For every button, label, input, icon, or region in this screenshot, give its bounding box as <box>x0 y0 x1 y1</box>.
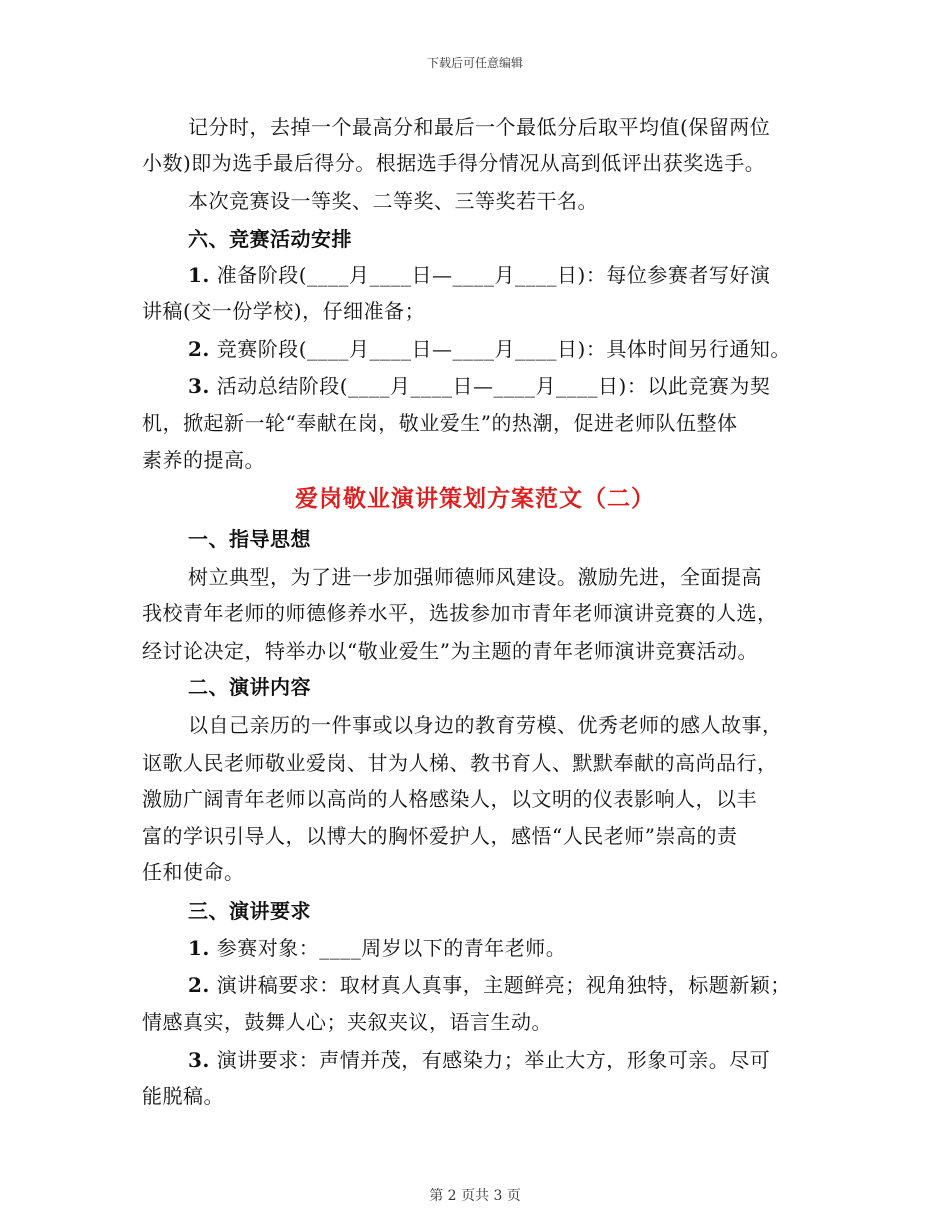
list-number: 2. <box>188 973 210 997</box>
section-heading: 一、指导思想 <box>188 527 311 551</box>
paragraph-line: 机，掀起新一轮“奉献在岗，敬业爱生”的热潮，促进老师队伍整体 <box>142 411 738 435</box>
list-item <box>188 374 770 398</box>
paragraph-line: 任和使命。 <box>142 860 245 884</box>
list-item-text: 演讲要求：声情并茂，有感染力；举止大方，形象可亲。尽可 <box>216 1048 771 1072</box>
paragraph-line: 经讨论决定，特举办以“敬业爱生”为主题的青年老师演讲竞赛活动。 <box>142 639 758 663</box>
page-header: 下载后可任意编辑 <box>426 56 523 70</box>
paragraph-line: 记分时，去掉一个最高分和最后一个最低分后取平均值(保留两位 <box>188 115 771 139</box>
list-number: 2. <box>188 337 210 361</box>
paragraph-line: 我校青年老师的师德修养水平，选拔参加市青年老师演讲竞赛的人选， <box>142 601 778 625</box>
list-number: 3. <box>188 1048 210 1072</box>
paragraph-line: 以自己亲历的一件事或以身边的教育劳模、优秀老师的感人故事， <box>188 713 783 737</box>
list-item-text: 参赛对象：____周岁以下的青年老师。 <box>216 936 567 960</box>
list-item-text: 演讲稿要求：取材真人真事，主题鲜亮；视角独特，标题新颖； <box>216 973 791 997</box>
list-item <box>188 263 770 287</box>
page-footer: 第 2 页共 3 页 <box>429 1188 521 1204</box>
paragraph-line: 树立典型，为了进一步加强师德师风建设。激励先进，全面提高 <box>188 565 762 589</box>
paragraph-line: 小数)即为选手最后得分。根据选手得分情况从高到低评出获奖选手。 <box>142 151 766 175</box>
list-number: 1. <box>188 936 210 960</box>
document-title: 爱岗敬业演讲策划方案范文（二） <box>295 485 655 512</box>
paragraph-line: 讴歌人民老师敬业爱岗、甘为人梯、教书育人、默默奉献的高尚品行， <box>142 751 778 775</box>
list-item <box>188 973 791 997</box>
list-item-text: 准备阶段(____月____日—____月____日)：每位参赛者写好演 <box>216 263 771 287</box>
list-item <box>188 337 791 361</box>
list-item-text: 活动总结阶段(____月____日—____月____日)：以此竞赛为契 <box>216 374 771 398</box>
list-item <box>188 1048 770 1072</box>
paragraph-line: 富的学识引导人，以博大的胸怀爱护人，感悟“人民老师”崇高的责 <box>142 824 738 848</box>
paragraph-line: 激励广阔青年老师以高尚的人格感染人，以文明的仪表影响人，以丰 <box>142 787 757 811</box>
section-heading: 六、竞赛活动安排 <box>188 227 352 251</box>
section-heading: 二、演讲内容 <box>188 675 311 699</box>
section-heading: 三、演讲要求 <box>188 899 311 923</box>
paragraph-line: 素养的提高。 <box>142 448 265 472</box>
list-number: 3. <box>188 374 210 398</box>
list-item-text: 竞赛阶段(____月____日—____月____日)：具体时间另行通知。 <box>216 337 791 361</box>
paragraph-line: 本次竞赛设一等奖、二等奖、三等奖若干名。 <box>188 189 598 213</box>
list-number: 1. <box>188 263 210 287</box>
paragraph-line: 情感真实，鼓舞人心；夹叙夹议，语言生动。 <box>142 1010 552 1034</box>
paragraph-line: 能脱稿。 <box>142 1084 224 1108</box>
list-item <box>188 936 566 960</box>
paragraph-line: 讲稿(交一份学校)，仔细准备； <box>142 299 426 323</box>
